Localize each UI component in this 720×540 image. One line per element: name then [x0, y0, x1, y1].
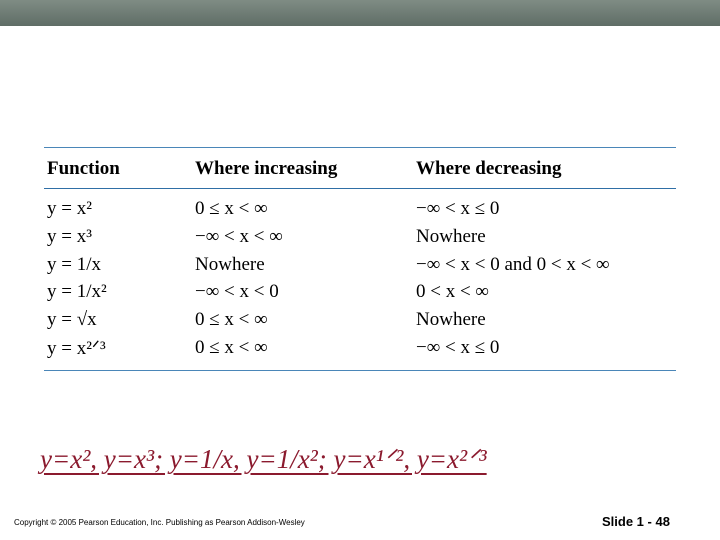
table-bottom-rule: [44, 370, 676, 371]
table-row: [44, 195, 676, 223]
cell-decreasing: Nowhere: [416, 225, 486, 247]
cell-decreasing: −∞ < x ≤ 0: [416, 198, 500, 219]
table-header-row: [44, 148, 676, 188]
cell-increasing: Nowhere: [195, 253, 265, 275]
table-body: [44, 189, 676, 370]
cell-increasing: 0 ≤ x < ∞: [195, 309, 268, 331]
cell-function: y = 1/x: [47, 253, 101, 275]
table-row: [44, 334, 676, 362]
cell-function: y = √x: [47, 309, 97, 331]
copyright-notice: Copyright © 2005 Pearson Education, Inc. Publishing as Pearson Addison-Wesley: [14, 518, 305, 527]
cell-increasing: 0 ≤ x < ∞: [195, 198, 268, 219]
table-row: [44, 251, 676, 279]
cell-function: y = 1/x²: [47, 281, 107, 303]
cell-decreasing: −∞ < x ≤ 0: [416, 336, 500, 358]
cell-increasing: −∞ < x < ∞: [195, 225, 283, 247]
cell-increasing: −∞ < x < 0: [195, 281, 279, 303]
functions-caption: y=x², y=x³; y=1/x, y=1/x²; y=x¹ᐟ², y=x²ᐟ³: [40, 444, 487, 474]
header-function: Function: [47, 158, 120, 179]
cell-decreasing: Nowhere: [416, 309, 486, 331]
table-row: [44, 306, 676, 334]
cell-decreasing: −∞ < x < 0 and 0 < x < ∞: [416, 253, 610, 275]
table-row: [44, 223, 676, 251]
cell-function: y = x²ᐟ³: [47, 337, 106, 359]
top-banner: [0, 0, 720, 26]
increasing-decreasing-table: [44, 147, 676, 371]
cell-decreasing: 0 < x < ∞: [416, 281, 489, 303]
table-row: [44, 278, 676, 306]
header-where-decreasing: Where decreasing: [416, 158, 562, 179]
cell-function: y = x²: [47, 198, 92, 219]
cell-function: y = x³: [47, 225, 92, 247]
header-where-increasing: Where increasing: [195, 158, 338, 179]
cell-increasing: 0 ≤ x < ∞: [195, 336, 268, 358]
slide-number: Slide 1 - 48: [602, 514, 670, 529]
